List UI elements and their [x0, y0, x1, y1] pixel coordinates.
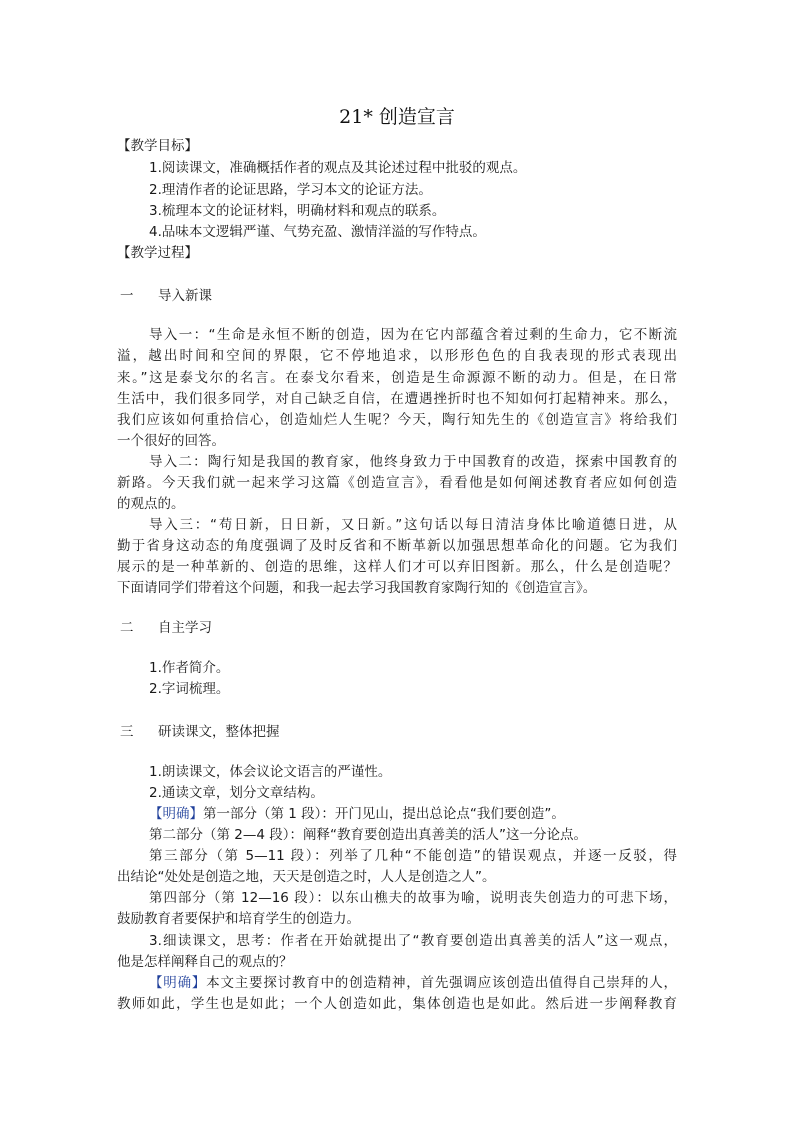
- goal-item-4: 4.品味本文逻辑严谨、气势充盈、激情洋溢的写作特点。: [149, 224, 486, 240]
- part3-item-3-line2: 他是怎样阐释自己的观点的？: [117, 954, 293, 970]
- answer-line2: 教师如此，学生也是如此；一个人创造如此，集体创造也是如此。然后进一步阐释教育: [117, 996, 677, 1012]
- intro1-line: 溢，越出时间和空间的界限，它不停地追求，以形形色色的自我表现的形式表现出: [117, 348, 677, 364]
- goal-item-3: 3.梳理本文的论证材料，明确材料和观点的联系。: [149, 203, 446, 219]
- part3-item-3-line1: 3.细读课文，思考：作者在开始就提出了“教育要创造出真善美的活人”这一观点，: [149, 933, 677, 949]
- goals-header: 【教学目标】: [117, 138, 198, 154]
- part2-item-1: 1.作者简介。: [149, 660, 230, 676]
- structure-part-1-text: 第一部分（第 1 段）：开门见山，提出总论点“我们要创造”。: [203, 806, 565, 822]
- intro3-line: 展示的是一种革新的、创造的思维，这样人们才可以弃旧图新。那么，什么是创造呢？: [117, 559, 677, 575]
- intro1-line: 我们应该如何重拾信心，创造灿烂人生呢？今天，陶行知先生的《创造宣言》将给我们: [117, 412, 677, 428]
- part2-number: 二: [120, 620, 134, 636]
- structure-part-3-line2: 出结论“处处是创造之地，天天是创造之时，人人是创造之人”。: [117, 869, 496, 885]
- goal-item-2: 2.理清作者的论证思路，学习本文的论证方法。: [149, 182, 432, 198]
- intro1-line: 生活中，我们很多同学，对自己缺乏自信，在遭遇挫折时也不知如何打起精神来。那么，: [117, 391, 677, 407]
- part2-heading: [120, 618, 212, 639]
- part3-item-1: 1.朗读课文，体会议论文语言的严谨性。: [149, 764, 392, 780]
- part3-heading: [120, 722, 280, 743]
- intro1-line: 一个很好的回答。: [117, 433, 225, 449]
- intro3-line: 勤于省身这动态的角度强调了及时反省和不断革新以加强思想革命化的问题。它为我们: [117, 538, 677, 554]
- part3-item-2: 2.通读文章，划分文章结构。: [149, 785, 324, 801]
- part1-number: 一: [120, 288, 134, 304]
- structure-part-1: [149, 804, 565, 825]
- intro3-line: 导入三：“苟日新，日日新，又日新。”这句话以每日清洁身体比喻道德日进，从: [149, 517, 677, 533]
- part2-item-2: 2.字词梳理。: [149, 681, 230, 697]
- mingque-label: 【明确】: [149, 806, 203, 822]
- structure-part-3-line1: 第三部分（第 5—11 段）：列举了几种“不能创造”的错误观点，并逐一反驳，得: [149, 848, 677, 864]
- part1-heading: [120, 286, 212, 307]
- intro1-line: 导入一：“生命是永恒不断的创造，因为在它内部蕴含着过剩的生命力，它不断流: [149, 327, 677, 343]
- page-title: 21* 创造宣言: [339, 106, 455, 128]
- process-header: 【教学过程】: [117, 245, 198, 261]
- intro1-line: 来。”这是泰戈尔的名言。在泰戈尔看来，创造是生命源源不断的动力。但是，在日常: [117, 370, 677, 386]
- part3-title: 研读课文，整体把握: [158, 724, 280, 740]
- structure-part-4-line2: 鼓励教育者要保护和培育学生的创造力。: [117, 911, 360, 927]
- answer-line1: [149, 973, 677, 994]
- intro2-line: 的观点的。: [117, 496, 185, 512]
- intro3-line: 下面请同学们带着这个问题，和我一起去学习我国教育家陶行知的《创造宣言》。: [117, 580, 597, 596]
- answer-label: 【明确】: [149, 975, 207, 991]
- intro2-line: 导入二：陶行知是我国的教育家，他终身致力于中国教育的改造，探索中国教育的: [149, 454, 677, 470]
- part3-number: 三: [120, 724, 134, 740]
- part1-title: 导入新课: [158, 288, 212, 304]
- structure-part-2: 第二部分（第 2—4 段）：阐释“教育要创造出真善美的活人”这一分论点。: [149, 827, 587, 843]
- structure-part-4-line1: 第四部分（第 12—16 段）：以东山樵夫的故事为喻，说明丧失创造力的可悲下场，: [149, 890, 677, 906]
- goal-item-1: 1.阅读课文，准确概括作者的观点及其论述过程中批驳的观点。: [149, 160, 527, 176]
- intro2-line: 新路。今天我们就一起来学习这篇《创造宣言》，看看他是如何阐述教育者应如何创造: [117, 475, 677, 491]
- answer-line1-text: 本文主要探讨教育中的创造精神，首先强调应该创造出值得自己崇拜的人，: [206, 975, 678, 991]
- part2-title: 自主学习: [158, 620, 212, 636]
